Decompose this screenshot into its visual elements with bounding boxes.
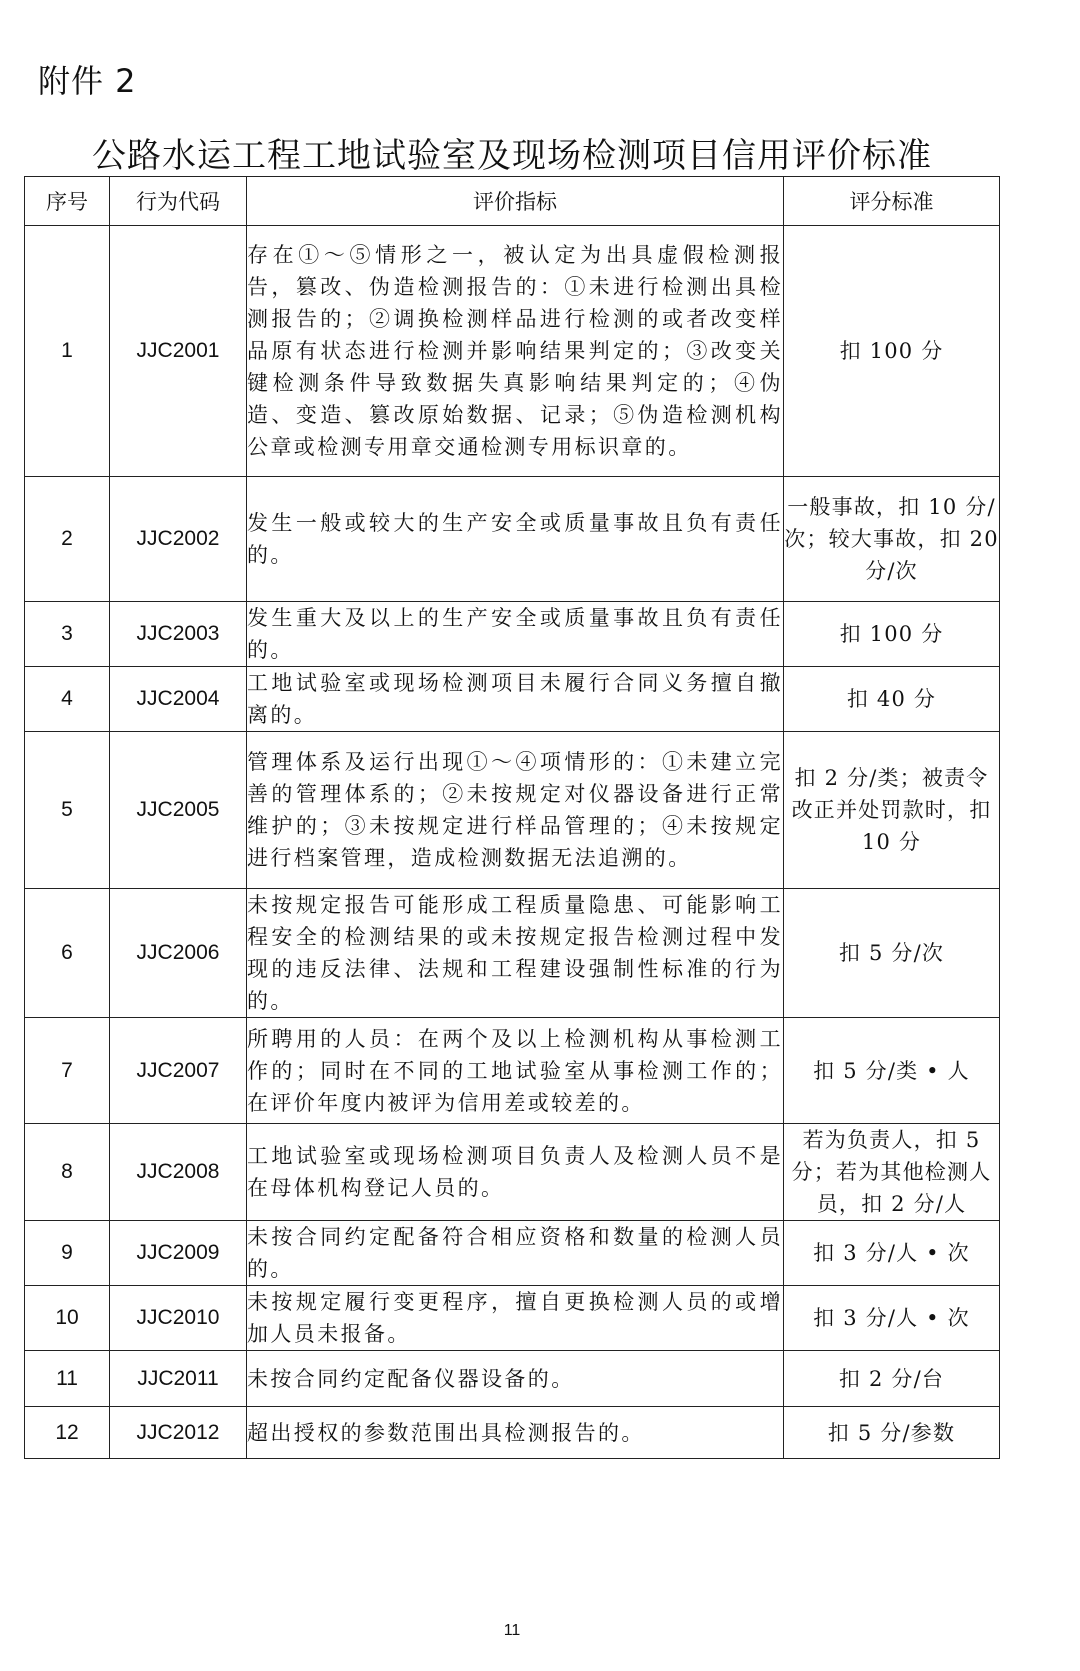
row-indicator: 发生重大及以上的生产安全或质量事故且负有责任的。 — [247, 602, 784, 667]
row-code: JJC2010 — [110, 1286, 247, 1351]
table-row — [25, 1286, 1000, 1351]
row-index: 7 — [25, 1018, 110, 1124]
table-header-row — [25, 177, 1000, 226]
table-row — [25, 1018, 1000, 1124]
row-indicator: 未按规定履行变更程序，擅自更换检测人员的或增加人员未报备。 — [247, 1286, 784, 1351]
row-score: 扣 3 分/人 • 次 — [784, 1221, 1000, 1286]
row-code: JJC2012 — [110, 1407, 247, 1459]
row-code: JJC2011 — [110, 1351, 247, 1407]
row-index: 6 — [25, 889, 110, 1018]
table-row — [25, 732, 1000, 889]
row-indicator: 所聘用的人员：在两个及以上检测机构从事检测工作的；同时在不同的工地试验室从事检测工作的；在评价年度内被评为信用差或较差的。 — [247, 1018, 784, 1124]
header-indicator: 评价指标 — [247, 177, 784, 226]
row-indicator: 未按合同约定配备仪器设备的。 — [247, 1351, 784, 1407]
row-index: 1 — [25, 226, 110, 477]
row-index: 11 — [25, 1351, 110, 1407]
row-indicator: 管理体系及运行出现①～④项情形的：①未建立完善的管理体系的；②未按规定对仪器设备进行正常维护的；③未按规定进行样品管理的；④未按规定进行档案管理，造成检测数据无法追溯的。 — [247, 732, 784, 889]
attachment-label: 附件 2 — [38, 62, 137, 100]
table-row — [25, 1351, 1000, 1407]
row-indicator: 超出授权的参数范围出具检测报告的。 — [247, 1407, 784, 1459]
row-score: 若为负责人，扣 5 分；若为其他检测人员，扣 2 分/人 — [784, 1124, 1000, 1221]
table-row — [25, 602, 1000, 667]
criteria-table — [24, 176, 1000, 1459]
row-score: 扣 5 分/类 • 人 — [784, 1018, 1000, 1124]
row-index: 2 — [25, 477, 110, 602]
row-indicator: 工地试验室或现场检测项目负责人及检测人员不是在母体机构登记人员的。 — [247, 1124, 784, 1221]
row-score: 扣 5 分/次 — [784, 889, 1000, 1018]
row-score: 一般事故，扣 10 分/次；较大事故，扣 20 分/次 — [784, 477, 1000, 602]
row-code: JJC2005 — [110, 732, 247, 889]
row-code: JJC2002 — [110, 477, 247, 602]
table-row — [25, 1407, 1000, 1459]
row-index: 3 — [25, 602, 110, 667]
row-code: JJC2001 — [110, 226, 247, 477]
table-row — [25, 1124, 1000, 1221]
row-score: 扣 100 分 — [784, 226, 1000, 477]
row-indicator: 工地试验室或现场检测项目未履行合同义务擅自撤离的。 — [247, 667, 784, 732]
table-row — [25, 667, 1000, 732]
row-index: 4 — [25, 667, 110, 732]
document-title: 公路水运工程工地试验室及现场检测项目信用评价标准 — [92, 136, 932, 176]
row-code: JJC2008 — [110, 1124, 247, 1221]
table-row — [25, 477, 1000, 602]
row-score: 扣 3 分/人 • 次 — [784, 1286, 1000, 1351]
row-index: 5 — [25, 732, 110, 889]
row-code: JJC2003 — [110, 602, 247, 667]
row-code: JJC2006 — [110, 889, 247, 1018]
header-index: 序号 — [25, 177, 110, 226]
table-row — [25, 889, 1000, 1018]
header-code: 行为代码 — [110, 177, 247, 226]
row-index: 9 — [25, 1221, 110, 1286]
row-code: JJC2007 — [110, 1018, 247, 1124]
row-indicator: 未按规定报告可能形成工程质量隐患、可能影响工程安全的检测结果的或未按规定报告检测过程中发现的违反法律、法规和工程建设强制性标准的行为的。 — [247, 889, 784, 1018]
table-row — [25, 226, 1000, 477]
row-index: 10 — [25, 1286, 110, 1351]
row-code: JJC2009 — [110, 1221, 247, 1286]
row-index: 12 — [25, 1407, 110, 1459]
row-score: 扣 40 分 — [784, 667, 1000, 732]
header-score: 评分标准 — [784, 177, 1000, 226]
row-indicator: 未按合同约定配备符合相应资格和数量的检测人员的。 — [247, 1221, 784, 1286]
row-index: 8 — [25, 1124, 110, 1221]
page-number: 11 — [503, 1622, 521, 1639]
row-score: 扣 5 分/参数 — [784, 1407, 1000, 1459]
row-indicator: 存在①～⑤情形之一，被认定为出具虚假检测报告，篡改、伪造检测报告的：①未进行检测出具检测报告的；②调换检测样品进行检测的或者改变样品原有状态进行检测并影响结果判定的；③改变关键检测条件导致数据失真影响结果判定的；④伪造、变造、篡改原始数据、记录；⑤伪造检测机构公章或检测专用章交通检测专用标识章的。 — [247, 226, 784, 477]
table-row — [25, 1221, 1000, 1286]
row-score: 扣 2 分/台 — [784, 1351, 1000, 1407]
row-score: 扣 100 分 — [784, 602, 1000, 667]
row-score: 扣 2 分/类；被责令改正并处罚款时，扣 10 分 — [784, 732, 1000, 889]
row-indicator: 发生一般或较大的生产安全或质量事故且负有责任的。 — [247, 477, 784, 602]
row-code: JJC2004 — [110, 667, 247, 732]
